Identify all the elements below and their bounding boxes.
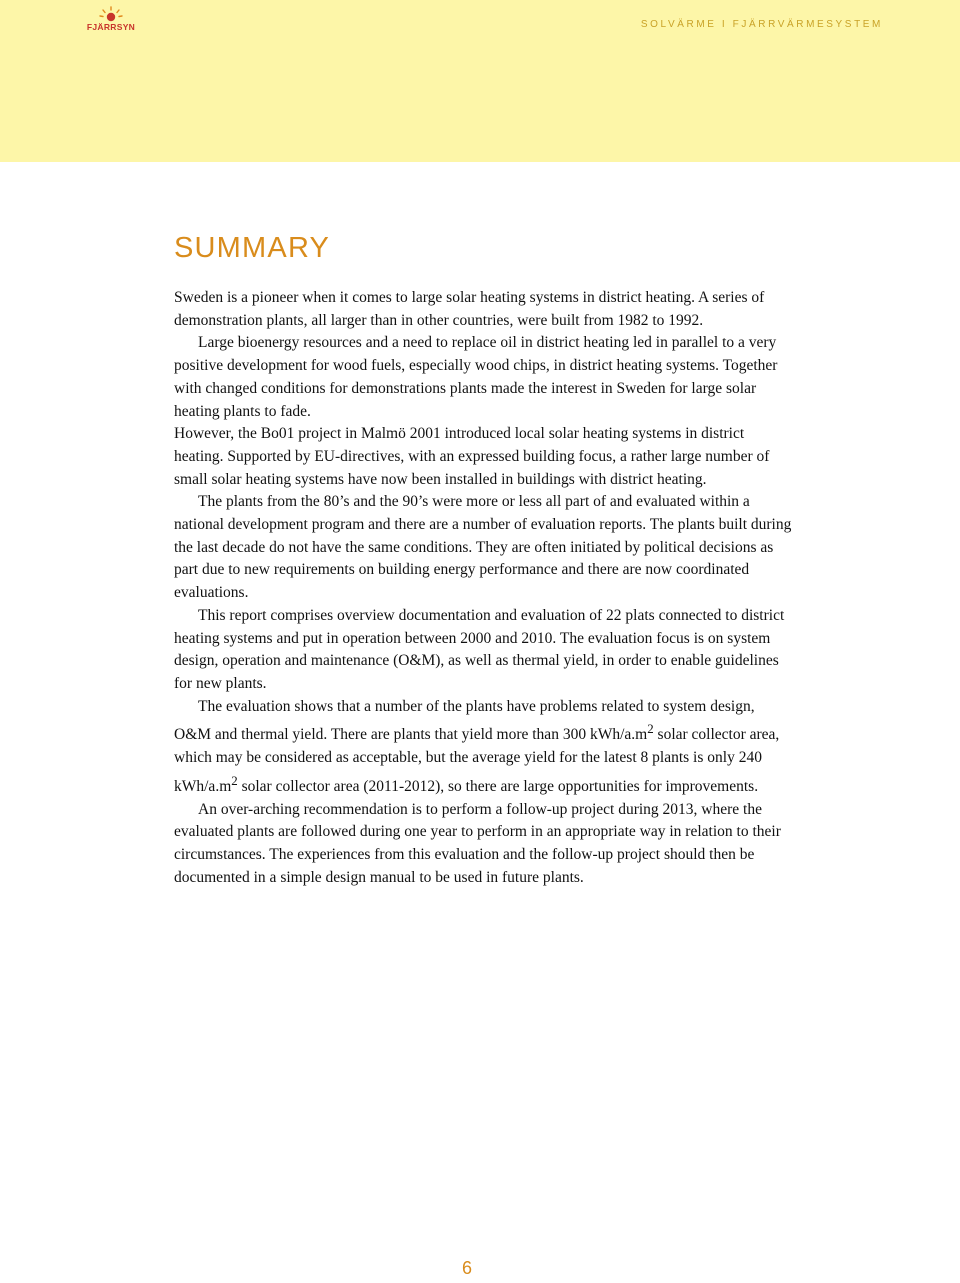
summary-body <box>174 287 794 890</box>
paragraph: However, the Bo01 project in Malmö 2001 introduced local solar heating systems in district heating. Supported by EU-directives, with an expressed building focus, a rather large number of small solar heating systems have now been installed in buildings with district heating. <box>174 425 770 488</box>
paragraph-text: The evaluation shows that a number of the plants have problems related to system design, O&M and thermal yield. There are plants that yield more than 300 kWh/a.m <box>174 697 755 744</box>
paragraph-text: solar collector area, which may be considered as acceptable, but the average yield for the latest 8 plants is only 240 kWh/a.m <box>174 726 780 796</box>
header-title: SOLVÄRME I FJÄRRVÄRMESYSTEM <box>640 19 883 30</box>
paragraph: An over-arching recommendation is to perform a follow-up project during 2013, where the evaluated plants are followed during one year to perform in an appropriate way in relation to their circumstances. The experiences from this evaluation and the follow-up project should then be documented in a simple design manual to be used in future plants. <box>174 800 781 886</box>
fjarrsyn-logo <box>80 6 144 36</box>
superscript: 2 <box>231 772 238 788</box>
logo-wordmark: FJÄRRSYN <box>86 22 136 32</box>
paragraph <box>174 696 794 799</box>
page-number: 6 <box>462 1258 473 1278</box>
paragraph: Large bioenergy resources and a need to replace oil in district heating led in parallel to a very positive development for wood fuels, especially wood chips, in district heating systems. Together with changed conditions for demonstrations plants made the interest in Sweden for large solar heating plants to fade. <box>174 334 778 420</box>
header-band <box>0 0 960 162</box>
paragraph: This report comprises overview documentation and evaluation of 22 plats connected to district heating systems and put in operation between 2000 and 2010. The evaluation focus is on system design, operation and maintenance (O&M), as well as thermal yield, in order to enable guidelines for new plants. <box>174 606 785 692</box>
superscript: 2 <box>647 721 654 737</box>
paragraph: The plants from the 80’s and the 90’s were more or less all part of and evaluated within a national development program and there are a number of evaluation reports. The plants built during the last decade do not have the same conditions. They are often initiated by political decisions as part due to new requirements on building energy performance and there are now coordinated evaluations. <box>174 493 792 602</box>
section-title: SUMMARY <box>174 232 331 264</box>
paragraph-text: solar collector area (2011-2012), so there are large opportunities for improvements. <box>237 778 759 796</box>
paragraph: Sweden is a pioneer when it comes to large solar heating systems in district heating. A series of demonstration plants, all larger than in other countries, were built from 1982 to 1992. <box>174 289 765 329</box>
